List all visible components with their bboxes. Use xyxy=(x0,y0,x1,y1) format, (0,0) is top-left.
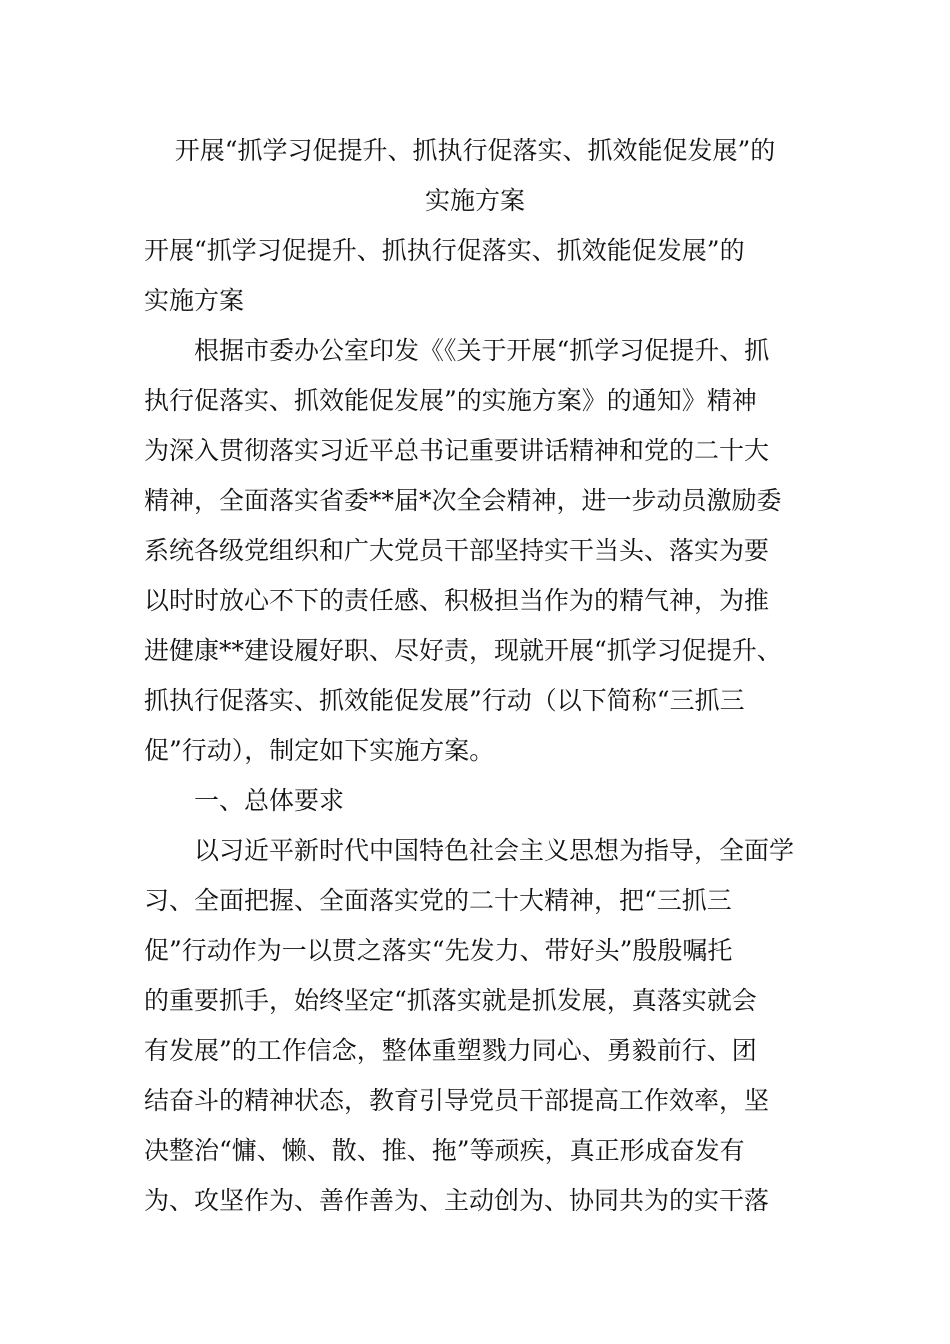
body-line-8: 以时时放心不下的责任感、积极担当作为的精气神，为推 xyxy=(144,586,770,615)
body-line-14: 习、全面把握、全面落实党的二十大精神，把“三抓三 xyxy=(144,886,732,915)
body-line-6: 精神，全面落实省委**届*次全会精神，进一步动员激励委 xyxy=(144,486,782,515)
body-line-15: 促”行动作为一以贯之落实“先发力、带好头”殷殷嘱托 xyxy=(144,936,733,965)
body-line-2: 实施方案 xyxy=(144,286,245,315)
body-line-10: 抓执行促落实、抓效能促发展”行动（以下简称“三抓三 xyxy=(144,686,745,715)
body-line-7: 系统各级党组织和广大党员干部坚持实干当头、落实为要 xyxy=(144,536,770,565)
body-line-9: 进健康**建设履好职、尽好责，现就开展“抓学习促提升、 xyxy=(144,636,782,665)
body-line-4: 执行促落实、抓效能促发展”的实施方案》的通知》精神 xyxy=(144,386,757,415)
body-line-17: 有发展”的工作信念，整体重塑戮力同心、勇毅前行、团 xyxy=(144,1036,757,1065)
body-line-20: 为、攻坚作为、善作善为、主动创为、协同共为的实干落 xyxy=(144,1186,770,1215)
body-line-1: 开展“抓学习促提升、抓执行促落实、抓效能促发展”的 xyxy=(144,236,745,265)
body-line-18: 结奋斗的精神状态，教育引导党员干部提高工作效率，坚 xyxy=(144,1086,770,1115)
section-heading-general-requirements: 一、总体要求 xyxy=(144,786,345,815)
body-line-5: 为深入贯彻落实习近平总书记重要讲话精神和党的二十大 xyxy=(144,436,770,465)
document-title-line-2: 实施方案 xyxy=(424,186,525,215)
body-line-3: 根据市委办公室印发《《关于开展“抓学习促提升、抓 xyxy=(144,336,770,365)
body-line-11: 促”行动），制定如下实施方案。 xyxy=(144,736,495,765)
document-title-line-1: 开展“抓学习促提升、抓执行促落实、抓效能促发展”的 xyxy=(174,136,776,165)
body-line-13: 以习近平新时代中国特色社会主义思想为指导，全面学 xyxy=(144,836,795,865)
body-line-19: 决整治“慵、懒、散、推、拖”等顽疾，真正形成奋发有 xyxy=(144,1136,745,1165)
body-line-16: 的重要抓手，始终坚定“抓落实就是抓发展，真落实就会 xyxy=(144,986,757,1015)
